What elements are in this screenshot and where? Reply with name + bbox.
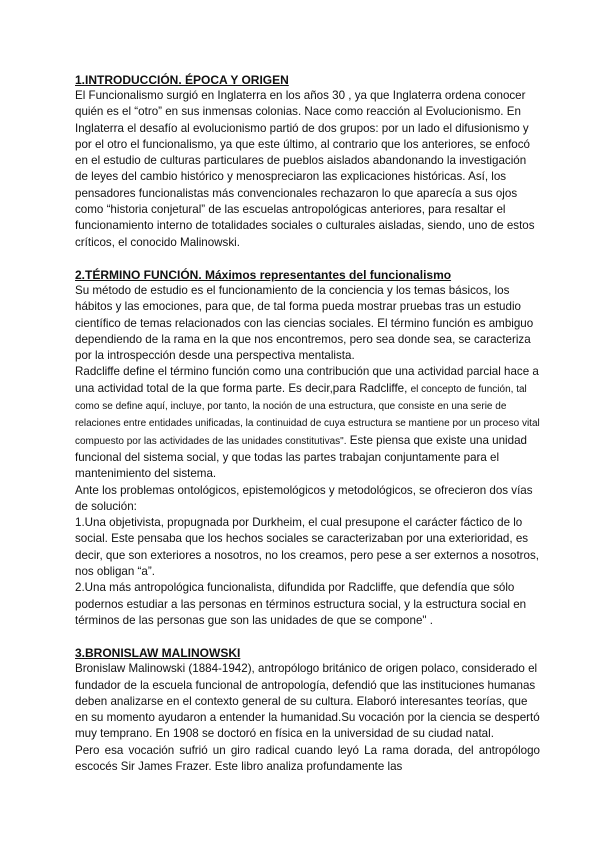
section-heading-funcion: 2.TÉRMINO FUNCIÓN. Máximos representantes del funcionalismo [75,267,452,282]
section-malinowski [75,645,540,775]
radcliffe-quote: el concepto de función, tal como se define aquí, incluye, por tanto, la noción de una estructura, que consiste en una serie de relaciones entre entidades unificadas, la continuidad de cuya estructura se mantiene por un proceso vital compuesto por las actividades de las unidades constitutivas". [75,383,540,447]
paragraph: Su método de estudio es el funcionamiento de la conciencia y los temas básicos, los hábitos y las emociones, para que, de tal forma pueda mostrar pruebas tras un estudio científico de temas relacionados con las ciencias sociales. El término función es ambiguo dependiendo de la rama en la que nos encontremos, pero sea donde sea, se caracteriza por la introspección desde una perspectiva mentalista. [75,283,534,363]
section-gap [75,251,540,267]
section-funcion [75,267,540,629]
section-intro [75,72,540,251]
paragraph-radcliffe [75,364,540,482]
section-heading-malinowski: 3.BRONISLAW MALINOWSKI [75,646,241,661]
section-gap [75,629,540,645]
radcliffe-text-b: Este piensa que existe una unidad funcional del sistema social, y que todas las partes trabajan conjuntamente para el mantenimiento del sistema. [75,433,527,481]
paragraph: 1.Una objetivista, propugnada por Durkheim, el cual presupone el carácter fáctico de lo social. Este pensaba que los hechos sociales se caracterizaban por una exterioridad, es decir, que son exteriores a nosotros, no los creamos, pero pese a ser externos a nosotros, nos obligan “a”. [75,516,539,579]
radcliffe-text-a: Radcliffe define el término función como una contribución que una actividad parcial hace a una actividad total de la que forma parte. Es decir,para Radcliffe, [75,365,539,395]
paragraph: El Funcionalismo surgió en Inglaterra en los años 30 , ya que Inglaterra ordena conocer quién es el “otro” en sus inmensas colonias. Nace como reacción al Evolucionismo. En Inglaterra el desafío al evolucionismo partió de dos grupos: por un lado el difusionismo y por el otro el funcionalismo, ya que este último, al contrario que los anteriores, se enfocó en el estudio de culturas particulares de pueblos aislados abandonando la investigación de leyes del cambio histórico y menospreciaron las explicaciones históricas. Así, los pensadores funcionalistas más convencionales rechazaron lo que aparecía a sus ojos como “historia conjetural” de las escuelas antropológicas anteriores, para resaltar el funcionamiento interno de totalidades sociales o culturales aisladas, siendo, uno de estos críticos, el conocido Malinowski. [75,89,535,249]
paragraph: Ante los problemas ontológicos, epistemológicos y metodológicos, se ofrecieron dos vías de solución: [75,483,533,513]
paragraph-last: Pero esa vocación sufrió un giro radical cuando leyó La rama dorada, del antropólogo escocés Sir James Frazer. Este libro analiza profundamente las [75,743,540,773]
section-heading-intro: 1.INTRODUCCIÓN. ÉPOCA Y ORIGEN [75,73,289,87]
paragraph: Bronislaw Malinowski (1884-1942), antropólogo británico de origen polaco, considerado el fundador de la escuela funcional de antropología, defendió que las instituciones humanas deben analizarse en el contexto general de su cultura. Elaboró interesantes teorías, que en su momento ayudaron a entender la humanidad.Su vocación por la ciencia se despertó muy temprano. En 1908 se doctoró en física en la universidad de su ciudad natal. [75,662,540,741]
paragraph: 2.Una más antropológica funcionalista, difundida por Radcliffe, que defendía que sólo podernos estudiar a las personas en términos estructura social, y la estructura social en términos de las personas gue son las unidades de que se compone" . [75,581,527,627]
